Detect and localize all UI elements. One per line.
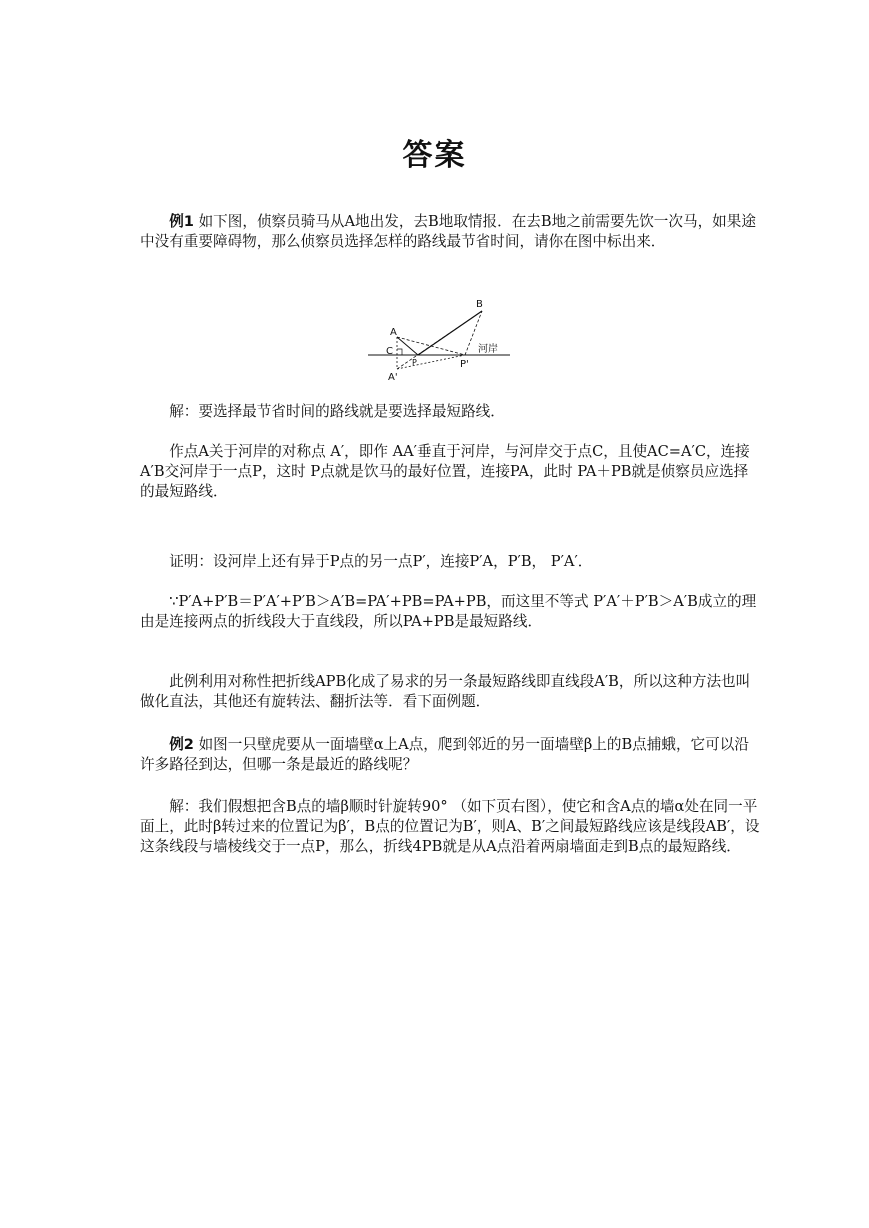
page-title: 答案 (402, 138, 467, 173)
solution-1-paragraph: 解：要选择最节省时间的路线就是要选择最短路线． (169, 403, 505, 420)
example-1-label: 例1 (169, 213, 194, 230)
point-p-label: P (412, 358, 417, 367)
point-a-label: A (390, 327, 397, 338)
example-2-label: 例2 (169, 736, 194, 753)
river-bank-label: 河岸 (478, 344, 498, 355)
proof-paragraph: ∵P′A+P′B＝P′A′+P′B＞A′B=PA′+PB=PA+PB，而这里不等式 P′A′＋P′B＞A′B成立的理由是连接两点的折线段大于直线段，所以PA+PB是最短路线． (140, 593, 757, 630)
proof-intro-paragraph: 证明：设河岸上还有异于P点的另一点P′，连接P′A，P′B， P′A′． (169, 553, 593, 570)
example-1-text: 如下图，侦察员骑马从A地出发，去B地取情报．在去B地之前需要先饮一次马，如果途中没有重要障碍物，那么侦察员选择怎样的路线最节省时间，请你在图中标出来． (140, 213, 756, 250)
example-2-text: 如图一只壁虎要从一面墙壁α上A点，爬到邻近的另一面墙壁β上的B点捕蛾，它可以沿许多路径到达，但哪一条是最近的路线呢？ (140, 736, 749, 773)
solution-2-paragraph: 解：我们假想把含B点的墙β顺时针旋转90° （如下页右图），使它和含A点的墙α处在同一平面上，此时β转过来的位置记为β′，B点的位置记为B′，则A、B′之间最短路线应该是线段AB′，设这条线段与墙棱线交于一点P，那么，折线4PB就是从A点沿着两扇墙面走到B点的最短路线． (140, 798, 760, 855)
construction-paragraph: 作点A关于河岸的对称点 A′，即作 AA′垂直于河岸，与河岸交于点C，且使AC=A′C，连接A′B交河岸于一点P，这时 P点就是饮马的最好位置，连接PA，此时 PA＋PB就是侦察员应选择的最短路线． (140, 443, 750, 500)
right-angle-mark (397, 349, 402, 355)
p-b-line (418, 311, 482, 355)
point-a-prime-label: A' (388, 372, 398, 383)
example-1-paragraph (140, 212, 760, 252)
point-c-label: C (386, 346, 393, 357)
point-b-label: B (476, 299, 483, 310)
method-note-paragraph: 此例利用对称性把折线APB化成了易求的另一条最短路线即直线段A′B，所以这种方法也叫做化直法，其他还有旋转法、翻折法等．看下面例题． (140, 673, 751, 710)
point-p-prime-label: P' (460, 359, 469, 370)
river-shortest-path-figure (362, 293, 512, 385)
example-2-paragraph (140, 735, 760, 775)
